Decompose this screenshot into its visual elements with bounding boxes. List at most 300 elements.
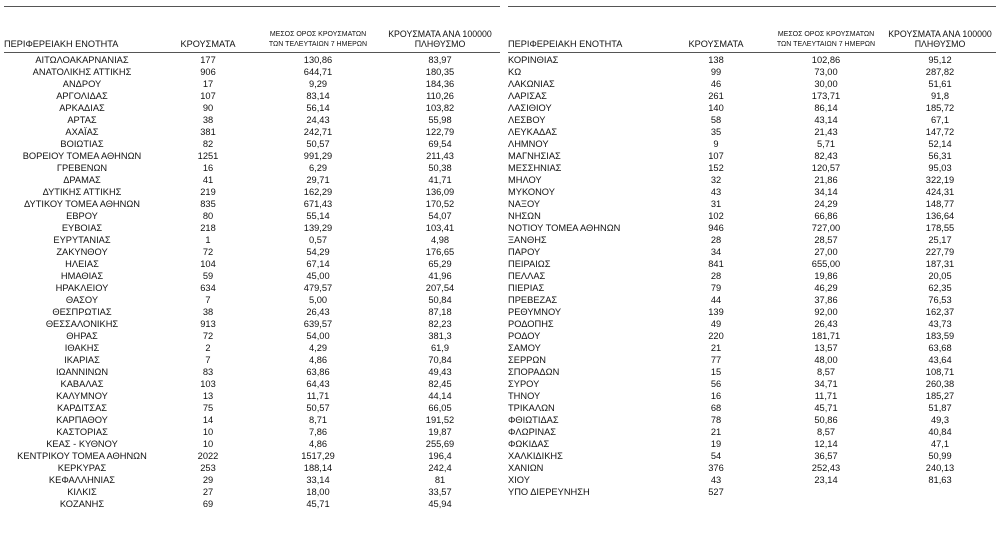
per100k-value: 65,29 [428, 259, 452, 269]
table-row [4, 318, 500, 330]
cases-value: 1 [205, 235, 211, 245]
per100k-value: 41,96 [428, 271, 452, 281]
cases-value: 103 [200, 379, 216, 389]
header-per100k [884, 29, 996, 49]
table-row [4, 234, 500, 246]
cases-value: 17 [202, 79, 214, 89]
table-row [4, 462, 500, 474]
table-row [4, 66, 500, 78]
region-name: ΦΘΙΩΤΙΔΑΣ [508, 415, 559, 425]
cases-value: 29 [202, 475, 214, 485]
left-table-body [4, 54, 500, 510]
header-bottom-rule [508, 52, 996, 53]
table-row [4, 90, 500, 102]
per100k-value: 322,19 [925, 175, 955, 185]
region-name: ΤΗΝΟΥ [508, 391, 541, 401]
cases-value: 14 [202, 415, 214, 425]
per100k-value: 62,35 [928, 283, 952, 293]
per100k-value: 4,98 [430, 235, 450, 245]
per100k-value: 82,45 [428, 379, 452, 389]
per100k-value: 43,64 [928, 355, 952, 365]
per100k-value: 95,03 [928, 163, 952, 173]
table-row [4, 126, 500, 138]
region-name: ΜΥΚΟΝΟΥ [508, 187, 555, 197]
table-row [508, 354, 996, 366]
cases-value: 13 [202, 391, 214, 401]
per100k-value: 147,72 [925, 127, 955, 137]
table-row [508, 342, 996, 354]
cases-value: 253 [200, 463, 216, 473]
per100k-value: 82,23 [428, 319, 452, 329]
region-name: ΔΡΑΜΑΣ [63, 175, 101, 185]
table-row [4, 222, 500, 234]
avg-value: 83,14 [306, 91, 330, 101]
region-name: ΚΕΝΤΡΙΚΟΥ ΤΟΜΕΑ ΑΘΗΝΩΝ [17, 451, 147, 461]
per100k-value: 49,43 [428, 367, 452, 377]
table-row [4, 138, 500, 150]
region-name: ΡΟΔΟΠΗΣ [508, 319, 554, 329]
region-name: ΣΑΜΟΥ [508, 343, 541, 353]
per100k-value: 69,54 [428, 139, 452, 149]
region-name: ΦΩΚΙΔΑΣ [508, 439, 550, 449]
avg-value: 252,43 [811, 463, 841, 473]
per100k-value: 81,63 [928, 475, 952, 485]
avg-value: 92,00 [814, 307, 838, 317]
cases-value: 9 [713, 139, 719, 149]
per100k-value: 191,52 [425, 415, 455, 425]
per100k-value: 54,07 [428, 211, 452, 221]
table-row [508, 462, 996, 474]
region-name: ΕΥΒΟΙΑΣ [61, 223, 103, 233]
table-row [4, 486, 500, 498]
region-name: ΞΑΝΘΗΣ [508, 235, 547, 245]
per100k-value: 187,31 [925, 259, 955, 269]
table-row [508, 438, 996, 450]
header-cases: ΚΡΟΥΣΜΑΤΑ [180, 39, 236, 49]
region-name: ΠΕΛΛΑΣ [508, 271, 546, 281]
per100k-value: 424,31 [925, 187, 955, 197]
avg-value: 45,71 [814, 403, 838, 413]
avg-value: 29,71 [306, 175, 330, 185]
avg-value: 54,29 [306, 247, 330, 257]
region-name: ΚΕΑΣ - ΚΥΘΝΟΥ [46, 439, 118, 449]
region-name: ΘΗΡΑΣ [66, 331, 98, 341]
table-row [508, 450, 996, 462]
avg-value: 66,86 [814, 211, 838, 221]
table-row [508, 366, 996, 378]
avg-value: 50,86 [814, 415, 838, 425]
table-row [4, 150, 500, 162]
table-row [4, 246, 500, 258]
avg-value: 46,29 [814, 283, 838, 293]
per100k-value: 260,38 [925, 379, 955, 389]
table-row [4, 270, 500, 282]
cases-value: 38 [202, 115, 214, 125]
per100k-value: 70,84 [428, 355, 452, 365]
per100k-value: 180,35 [425, 67, 455, 77]
cases-value: 107 [708, 151, 724, 161]
cases-value: 44 [710, 295, 722, 305]
table-row [4, 498, 500, 510]
avg-value: 4,86 [308, 439, 328, 449]
cases-value: 21 [710, 427, 722, 437]
avg-value: 6,29 [308, 163, 328, 173]
avg-value: 63,86 [306, 367, 330, 377]
header-avg [768, 30, 884, 50]
cases-value: 58 [710, 115, 722, 125]
cases-value: 68 [710, 403, 722, 413]
cases-value: 69 [202, 499, 214, 509]
table-row [508, 330, 996, 342]
region-name: ΔΥΤΙΚΟΥ ΤΟΜΕΑ ΑΘΗΝΩΝ [23, 199, 141, 209]
table-row [4, 198, 500, 210]
avg-value: 173,71 [811, 91, 841, 101]
per100k-value: 196,4 [428, 451, 452, 461]
table-row [4, 438, 500, 450]
region-name: ΚΕΡΚΥΡΑΣ [57, 463, 107, 473]
cases-value: 35 [710, 127, 722, 137]
per100k-value: 63,68 [928, 343, 952, 353]
avg-value: 4,86 [308, 355, 328, 365]
region-name: ΛΑΡΙΣΑΣ [508, 91, 547, 101]
avg-value: 67,14 [306, 259, 330, 269]
region-name: ΚΟΖΑΝΗΣ [59, 499, 105, 509]
region-name: ΑΧΑΪΑΣ [65, 127, 99, 137]
avg-value: 56,14 [306, 103, 330, 113]
avg-value: 55,14 [306, 211, 330, 221]
cases-value: 80 [202, 211, 214, 221]
per100k-value: 47,1 [930, 439, 950, 449]
per100k-value: 61,9 [430, 343, 450, 353]
table-row [4, 426, 500, 438]
per100k-value: 207,54 [425, 283, 455, 293]
avg-value: 18,00 [306, 487, 330, 497]
per100k-value [884, 486, 996, 498]
header-avg-line1: ΜΕΣΟΣ ΟΡΟΣ ΚΡΟΥΣΜΑΤΩΝ [269, 31, 367, 38]
cases-value: 2022 [197, 451, 219, 461]
table-row [508, 126, 996, 138]
avg-value: 26,43 [814, 319, 838, 329]
region-name: ΘΑΣΟΥ [65, 295, 99, 305]
per100k-value: 43,73 [928, 319, 952, 329]
per100k-value: 51,87 [928, 403, 952, 413]
region-name: ΙΩΑΝΝΙΝΩΝ [55, 367, 109, 377]
region-name: ΗΛΕΙΑΣ [65, 259, 99, 269]
region-name: ΜΑΓΝΗΣΙΑΣ [508, 151, 561, 161]
avg-value: 21,43 [814, 127, 838, 137]
avg-value: 24,43 [306, 115, 330, 125]
region-name: ΧΑΛΚΙΔΙΚΗΣ [508, 451, 563, 461]
table-row [4, 174, 500, 186]
cases-value: 376 [708, 463, 724, 473]
header-cases: ΚΡΟΥΣΜΑΤΑ [688, 39, 744, 49]
avg-value: 11,71 [814, 391, 838, 401]
region-name: ΝΟΤΙΟΥ ΤΟΜΕΑ ΑΘΗΝΩΝ [508, 223, 621, 233]
cases-value: 72 [202, 247, 214, 257]
avg-value: 8,57 [816, 367, 836, 377]
region-name: ΧΙΟΥ [508, 475, 530, 485]
cases-value: 138 [708, 55, 724, 65]
table-row [4, 114, 500, 126]
region-name: ΑΡΤΑΣ [67, 115, 97, 125]
table-row [508, 138, 996, 150]
table-row [4, 330, 500, 342]
table-row [4, 78, 500, 90]
region-name: ΛΑΚΩΝΙΑΣ [508, 79, 555, 89]
cases-value: 27 [202, 487, 214, 497]
table-row [4, 258, 500, 270]
header-region: ΠΕΡΙΦΕΡΕΙΑΚΗ ΕΝΟΤΗΤΑ [4, 39, 119, 49]
table-row [508, 282, 996, 294]
table-row [508, 414, 996, 426]
region-name: ΚΕΦΑΛΛΗΝΙΑΣ [48, 475, 116, 485]
header-per100k [380, 29, 500, 49]
table-row [508, 258, 996, 270]
table-row [508, 402, 996, 414]
region-name: ΚΟΡΙΝΘΙΑΣ [508, 55, 559, 65]
cases-value: 28 [710, 271, 722, 281]
region-name: ΛΕΣΒΟΥ [508, 115, 546, 125]
avg-value: 8,57 [816, 427, 836, 437]
per100k-value: 170,52 [425, 199, 455, 209]
avg-value: 5,00 [308, 295, 328, 305]
avg-value: 1517,29 [301, 451, 335, 461]
per100k-value: 19,87 [428, 427, 452, 437]
avg-value: 120,57 [811, 163, 841, 173]
per100k-value: 122,79 [425, 127, 455, 137]
per100k-value: 44,14 [428, 391, 452, 401]
header-per-line2: ΠΛΗΘΥΣΜΟ [414, 39, 466, 49]
region-name: ΚΙΛΚΙΣ [67, 487, 97, 497]
table-row [4, 354, 500, 366]
avg-value: 24,29 [814, 199, 838, 209]
left-table-header [4, 0, 500, 52]
avg-value: 8,71 [308, 415, 328, 425]
cases-value: 31 [710, 199, 722, 209]
avg-value: 7,86 [308, 427, 328, 437]
region-name: ΙΘΑΚΗΣ [64, 343, 100, 353]
avg-value: 188,14 [303, 463, 333, 473]
per100k-value: 33,57 [428, 487, 452, 497]
per100k-value: 40,84 [928, 427, 952, 437]
per100k-value: 50,84 [428, 295, 452, 305]
region-name: ΕΒΡΟΥ [66, 211, 98, 221]
table-row [508, 102, 996, 114]
right-table [508, 0, 996, 498]
avg-value: 13,57 [814, 343, 838, 353]
cases-value: 83 [202, 367, 214, 377]
header-avg-line2: ΤΩΝ ΤΕΛΕΥΤΑΙΩΝ 7 ΗΜΕΡΩΝ [776, 41, 876, 48]
table-row [4, 282, 500, 294]
avg-value: 479,57 [303, 283, 333, 293]
per100k-value: 136,64 [925, 211, 955, 221]
per100k-value: 76,53 [928, 295, 952, 305]
per100k-value: 87,18 [428, 307, 452, 317]
table-row [4, 474, 500, 486]
per100k-value: 110,26 [426, 91, 454, 101]
per100k-value: 184,36 [425, 79, 455, 89]
table-row [508, 318, 996, 330]
cases-value: 16 [710, 391, 722, 401]
cases-value: 99 [710, 67, 722, 77]
avg-value: 36,57 [814, 451, 838, 461]
cases-value: 7 [205, 295, 211, 305]
cases-value: 78 [710, 415, 722, 425]
cases-value: 102 [708, 211, 724, 221]
cases-value: 49 [710, 319, 722, 329]
per100k-value: 41,71 [428, 175, 452, 185]
per100k-value: 52,14 [928, 139, 952, 149]
region-name: ΗΜΑΘΙΑΣ [60, 271, 104, 281]
cases-value: 220 [708, 331, 724, 341]
per100k-value: 287,82 [925, 67, 955, 77]
header-per-line1: ΚΡΟΥΣΜΑΤΑ ΑΝΑ 100000 [888, 29, 992, 39]
cases-value: 7 [205, 355, 211, 365]
table-row [4, 390, 500, 402]
per100k-value: 240,13 [925, 463, 955, 473]
table-row [508, 198, 996, 210]
table-row [508, 246, 996, 258]
cases-value: 104 [200, 259, 216, 269]
avg-value: 50,57 [306, 139, 330, 149]
per100k-value: 56,31 [928, 151, 952, 161]
region-name: ΘΕΣΣΑΛΟΝΙΚΗΣ [45, 319, 119, 329]
cases-value: 15 [710, 367, 722, 377]
cases-value: 79 [710, 283, 722, 293]
per100k-value: 242,4 [428, 463, 452, 473]
avg-value: 54,00 [306, 331, 330, 341]
table-row [508, 294, 996, 306]
region-name: ΒΟΡΕΙΟΥ ΤΟΜΕΑ ΑΘΗΝΩΝ [22, 151, 142, 161]
table-row [508, 162, 996, 174]
cases-value: 28 [710, 235, 722, 245]
avg-value: 4,29 [308, 343, 328, 353]
cases-value: 77 [710, 355, 722, 365]
region-name: ΙΚΑΡΙΑΣ [64, 355, 100, 365]
table-row [508, 78, 996, 90]
header-top-rule [508, 6, 996, 7]
cases-value: 16 [202, 163, 214, 173]
cases-value: 56 [710, 379, 722, 389]
table-row [508, 174, 996, 186]
region-name: ΝΗΣΩΝ [508, 211, 541, 221]
avg-value: 9,29 [308, 79, 328, 89]
per100k-value: 185,27 [925, 391, 955, 401]
avg-value: 34,14 [814, 187, 838, 197]
per100k-value: 162,37 [925, 307, 955, 317]
header-bottom-rule [4, 52, 500, 53]
region-name: ΣΠΟΡΑΔΩΝ [508, 367, 560, 377]
region-name: ΠΡΕΒΕΖΑΣ [508, 295, 558, 305]
table-row [508, 474, 996, 486]
table-row [4, 402, 500, 414]
table-row [4, 102, 500, 114]
left-table [4, 0, 500, 510]
header-avg-line2: ΤΩΝ ΤΕΛΕΥΤΑΙΩΝ 7 ΗΜΕΡΩΝ [268, 41, 368, 48]
avg-value: 86,14 [814, 103, 838, 113]
region-name: ΑΝΔΡΟΥ [62, 79, 102, 89]
avg-value: 73,00 [814, 67, 838, 77]
cases-value: 140 [708, 103, 724, 113]
region-name: ΚΑΡΔΙΤΣΑΣ [56, 403, 108, 413]
cases-value: 46 [710, 79, 722, 89]
per100k-value: 50,99 [928, 451, 952, 461]
header-per-line1: ΚΡΟΥΣΜΑΤΑ ΑΝΑ 100000 [388, 29, 492, 39]
avg-value: 50,57 [306, 403, 330, 413]
cases-value: 1251 [197, 151, 219, 161]
table-row [508, 210, 996, 222]
avg-value: 991,29 [303, 151, 333, 161]
region-name: ΕΥΡΥΤΑΝΙΑΣ [53, 235, 111, 245]
cases-value: 43 [710, 187, 722, 197]
table-row [4, 54, 500, 66]
avg-value: 28,57 [814, 235, 838, 245]
cases-value: 634 [200, 283, 216, 293]
region-name: ΖΑΚΥΝΘΟΥ [56, 247, 108, 257]
avg-value: 23,14 [814, 475, 838, 485]
cases-value: 82 [202, 139, 214, 149]
per100k-value: 49,3 [930, 415, 950, 425]
cases-value: 946 [708, 223, 724, 233]
cases-value: 219 [200, 187, 216, 197]
header-top-rule [4, 6, 500, 7]
cases-value: 54 [710, 451, 722, 461]
table-row [4, 294, 500, 306]
avg-value: 242,71 [303, 127, 333, 137]
table-row [508, 426, 996, 438]
per100k-value: 95,12 [928, 55, 952, 65]
cases-value: 38 [202, 307, 214, 317]
per100k-value: 45,94 [428, 499, 452, 509]
cases-value: 527 [708, 487, 724, 497]
region-name: ΔΥΤΙΚΗΣ ΑΤΤΙΚΗΣ [42, 187, 122, 197]
region-name: ΥΠΟ ΔΙΕΡΕΥΝΗΣΗ [508, 487, 590, 497]
table-row [508, 390, 996, 402]
region-name: ΠΙΕΡΙΑΣ [508, 283, 545, 293]
avg-value: 139,29 [303, 223, 333, 233]
region-name: ΘΕΣΠΡΩΤΙΑΣ [52, 307, 112, 317]
region-name: ΚΑΒΑΛΑΣ [60, 379, 104, 389]
avg-value: 33,14 [306, 475, 330, 485]
per100k-value: 211,43 [426, 151, 454, 161]
avg-value: 130,86 [303, 55, 333, 65]
table-row [4, 186, 500, 198]
cases-value: 835 [200, 199, 216, 209]
table-row [4, 414, 500, 426]
cases-value: 21 [710, 343, 722, 353]
cases-value: 139 [708, 307, 724, 317]
header-avg [256, 30, 380, 50]
table-row [508, 66, 996, 78]
avg-value: 639,57 [303, 319, 333, 329]
per100k-value: 66,05 [428, 403, 452, 413]
table-row [508, 186, 996, 198]
region-name: ΚΑΡΠΑΘΟΥ [56, 415, 108, 425]
avg-value: 37,86 [814, 295, 838, 305]
avg-value: 27,00 [814, 247, 838, 257]
table-row [4, 342, 500, 354]
table-row [4, 306, 500, 318]
region-name: ΑΡΚΑΔΙΑΣ [59, 103, 105, 113]
avg-value: 64,43 [306, 379, 330, 389]
region-name: ΝΑΞΟΥ [508, 199, 541, 209]
cases-value: 10 [202, 439, 214, 449]
region-name: ΣΕΡΡΩΝ [508, 355, 547, 365]
region-name: ΒΟΙΩΤΙΑΣ [60, 139, 104, 149]
avg-value: 655,00 [811, 259, 841, 269]
cases-value: 41 [202, 175, 214, 185]
per100k-value: 103,41 [425, 223, 455, 233]
